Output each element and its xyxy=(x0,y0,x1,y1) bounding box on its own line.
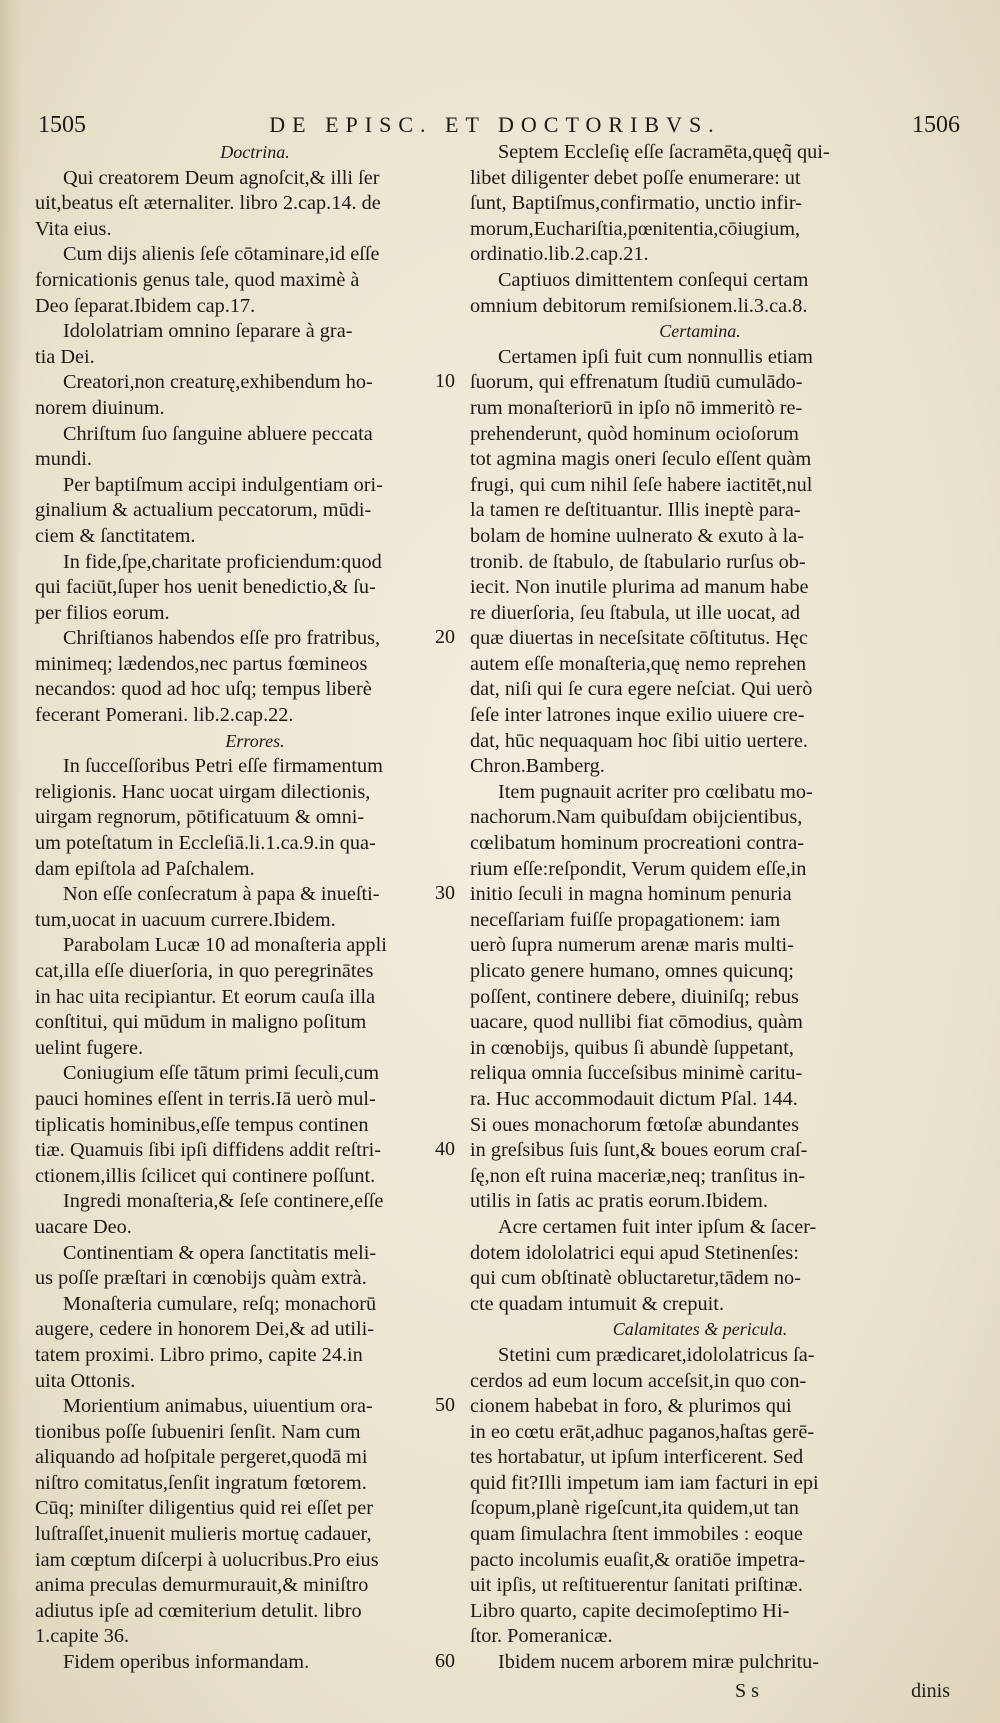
left-column xyxy=(35,140,475,1676)
right-column-text-line: ſunt, Baptiſmus,confirmatio, unctio infir- xyxy=(470,192,802,215)
right-column-text-line: omnium debitorum remiſsionem.li.3.ca.8. xyxy=(470,294,808,317)
right-column-text-line: la tamen re deſtituantur. Illis ineptè para- xyxy=(470,499,801,522)
right-column-text-line: morum,Euchariſtia,pœnitentia,cōiugium, xyxy=(470,217,801,240)
left-column-text-line: Monaſteria cumulare, reſq; monachorū xyxy=(63,1292,377,1315)
right-column-text-line: utilis in ſatis ac pratis eorum.Ibidem. xyxy=(470,1190,768,1213)
running-title: DE EPISC. ET DOCTORIBVS. xyxy=(269,112,721,137)
left-column-text-line: fornicationis genus tale, quod maximè à xyxy=(35,268,360,291)
left-column-text-line: augere, cedere in honorem Dei,& ad utili- xyxy=(35,1318,375,1341)
left-column-text-line: ginalium & actualium peccatorum, mūdi- xyxy=(35,499,372,522)
left-column-text-line: Cūq; miniſter diligentius quid rei eſſet per xyxy=(35,1497,373,1520)
left-column-text-line: in hac uita recipiantur. Et eorum cauſa illa xyxy=(35,985,376,1008)
right-column-text-line: quam ſimulachra ſtent immobiles : eoque xyxy=(470,1523,803,1546)
left-column-text-line: pauci homines eſſent in terris.Iā uerò mul- xyxy=(35,1087,376,1110)
left-column-text-line: aliquando ad hoſpitale pergeret,quodā mi xyxy=(35,1446,368,1469)
left-column-text-line: niſtro comitatus,ſenſit ingratum fœtorem. xyxy=(35,1471,367,1494)
line-number: 20 xyxy=(435,626,455,649)
left-column-text-line: Per baptiſmum accipi indulgentiam ori- xyxy=(63,473,383,496)
right-column-text-line: Ibidem nucem arborem miræ pulchritu- xyxy=(498,1651,820,1674)
right-column-text-line: Septem Eccleſię eſſe ſacramēta,quęq̃ qui- xyxy=(498,141,830,163)
left-column-text-line: religionis. Hanc uocat uirgam dilectionis, xyxy=(35,780,371,803)
left-column-text-line: Morientium animabus, uiuentium ora- xyxy=(63,1395,373,1418)
right-column-text-line: dotem idololatrici equi apud Stetinenſes: xyxy=(470,1241,799,1264)
right-column-text-line: initio ſeculi in magna hominum penuria xyxy=(470,883,792,906)
right-column xyxy=(470,140,930,1676)
left-column-text-line: um poteſtatum in Eccleſiā.li.1.ca.9.in qua- xyxy=(35,832,376,855)
left-column-text-line: In ſucceſſoribus Petri eſſe firmamentum xyxy=(63,755,383,778)
left-column-text-line: tiæ. Quamuis ſibi ipſi diffidens addit reſtri- xyxy=(35,1139,382,1162)
right-column-text-line: prehenderunt, quòd hominum ocioſorum xyxy=(470,422,799,445)
catchword: dinis xyxy=(911,1680,950,1702)
left-column-text-line: Qui creatorem Deum agnoſcit,& illi ſer xyxy=(63,166,380,189)
right-column-text-line: quæ diuertas in neceſsitate cōſtitutus. Hęc xyxy=(470,627,808,650)
left-column-text-line: necandos: quod ad hoc uſq; tempus liberè xyxy=(35,678,372,701)
right-column-text-line: tot agmina magis oneri ſeculo eſſent quàm xyxy=(470,448,812,471)
right-column-text-line: Libro quarto, capite decimoſeptimo Hi- xyxy=(470,1599,790,1622)
line-number: 40 xyxy=(435,1138,455,1161)
right-column-text-line: rum monaſteriorū in ipſo nō immeritò re- xyxy=(470,396,803,419)
left-column-text-line: Cum dijs alienis ſeſe cōtaminare,id eſſe xyxy=(63,243,380,266)
signature-mark: S s xyxy=(735,1680,759,1702)
right-column-text-line: ſuorum, qui effrenatum ſtudiū cumulādo- xyxy=(470,371,803,394)
right-column-text-line: Chron.Bamberg. xyxy=(470,755,605,778)
right-column-text-line: pacto incolumis euaſit,& oratiōe impetra- xyxy=(470,1548,806,1571)
left-column-text-line: tum,uocat in uacuum currere.Ibidem. xyxy=(35,908,336,931)
right-column-section-heading: Certamina. xyxy=(659,321,741,342)
left-column-text-line: norem diuinum. xyxy=(35,396,165,419)
right-column-text-line: qui cum obſtinatè obluctaretur,tādem no- xyxy=(470,1267,801,1290)
right-column-text-line: cœlibatum hominum procreationi contra- xyxy=(470,832,804,855)
left-column-text-line: tiplicatis hominibus,eſſe tempus continen xyxy=(35,1113,369,1136)
right-column-text-line: ſcopum,planè rigeſcunt,ita quidem,ut tan xyxy=(470,1497,799,1520)
left-column-text-line: us poſſe præſtari in cœnobijs quàm extrà. xyxy=(35,1267,367,1290)
right-column-text-line: quid fit?Illi impetum iam iam facturi in epi xyxy=(470,1471,819,1494)
left-column-text-line: Deo ſeparat.Ibidem cap.17. xyxy=(35,294,256,317)
left-column-section-heading: Errores. xyxy=(225,730,285,751)
page-number-right: 1506 xyxy=(912,112,960,138)
left-column-text-line: conſtitui, qui mūdum in maligno poſitum xyxy=(35,1011,367,1034)
right-column-text-line: Stetini cum prædicaret,idololatricus ſa- xyxy=(498,1343,815,1366)
line-number: 60 xyxy=(435,1650,455,1673)
left-column-text-line: tatem proximi. Libro primo, capite 24.in xyxy=(35,1343,363,1366)
left-column-text-line: mundi. xyxy=(35,448,92,471)
right-column-text-line: ſeſe inter latrones inque exilio uiuere cre- xyxy=(470,704,805,727)
right-column-text-line: in greſsibus ſuis ſunt,& boues eorum craſ- xyxy=(470,1139,808,1162)
left-column-text-line: ctionem,illis ſcilicet qui continere poſſunt. xyxy=(35,1164,376,1187)
right-column-text-line: uacare, quod nullibi fiat cōmodius, quàm xyxy=(470,1011,803,1034)
left-column-text-line: qui faciūt,ſuper hos uenit benedictio,& ſu- xyxy=(35,576,376,599)
page-number-left: 1505 xyxy=(38,112,86,138)
gutter-shadow xyxy=(0,0,22,1723)
right-column-text-line: tronib. de ſtabulo, de ſtabulario rurſus ob- xyxy=(470,550,806,573)
left-column-text-line: Coniugium eſſe tātum primi ſeculi,cum xyxy=(63,1062,379,1085)
left-column-text-line: fecerant Pomerani. lib.2.cap.22. xyxy=(35,704,294,727)
left-column-text-line: uacare Deo. xyxy=(35,1215,132,1238)
page-header xyxy=(30,112,960,142)
left-column-text-line: tionibus poſſe ſubueniri ſenſit. Nam cum xyxy=(35,1420,361,1443)
right-column-text-line: Captiuos dimittentem conſequi certam xyxy=(498,268,809,291)
right-column-text-line: uit ipſis, ut reſtituerentur ſanitati priſtinæ. xyxy=(470,1574,803,1597)
left-column-text-line: uirgam regnorum, pōtificatuum & omni- xyxy=(35,806,365,829)
right-column-text-line: re diuerſoria, ſeu ſtabula, ut ille uocat, ad xyxy=(470,601,801,624)
left-column-text-line: adiutus ipſe ad cœmiterium detulit. libro xyxy=(35,1599,362,1622)
left-column-text-line: Idololatriam omnino ſeparare à gra- xyxy=(63,320,353,343)
right-column-text-line: frugi, qui cum nihil ſeſe habere iactitēt,nul xyxy=(470,473,813,496)
line-number: 30 xyxy=(435,882,455,905)
left-column-text-line: tia Dei. xyxy=(35,345,95,368)
left-column-text-line: Creatori,non creaturę,exhibendum ho- xyxy=(63,371,373,394)
left-column-text-line: dam epiſtola ad Paſchalem. xyxy=(35,857,255,880)
right-column-text-line: cerdos ad eum locum acceſsit,in quo con- xyxy=(470,1369,807,1392)
left-column-text-line: In fide,ſpe,charitate proficiendum:quod xyxy=(63,550,382,573)
right-column-text-line: rium eſſe:reſpondit, Verum quidem eſſe,in xyxy=(470,857,807,880)
right-column-section-heading: Calamitates & pericula. xyxy=(612,1319,788,1340)
right-column-text-line: autem eſſe monaſteria,quę nemo reprehen xyxy=(470,652,807,675)
right-column-text-line: in eo cœtu erāt,adhuc paganos,haſtas gerē- xyxy=(470,1420,815,1443)
left-column-text-line: uelint fugere. xyxy=(35,1036,144,1059)
left-column-text-line: 1.capite 36. xyxy=(35,1625,130,1648)
left-column-text-line: Ingredi monaſteria,& ſeſe continere,eſſe xyxy=(63,1190,384,1213)
left-column-text-line: iam cœptum diſcerpi à uolucribus.Pro eius xyxy=(35,1548,379,1571)
right-column-text-line: in cœnobijs, quibus ſi abundè ſuppetant, xyxy=(470,1036,794,1059)
right-column-text-line: bolam de homine uulnerato & exuto à la- xyxy=(470,524,804,547)
right-column-text-line: tes hortabatur, ut ipſum interficerent. Sed xyxy=(470,1446,804,1469)
right-column-text-line: uerò ſupra numerum arenæ maris multi- xyxy=(470,934,794,957)
left-column-text-line: per filios eorum. xyxy=(35,601,170,624)
right-column-text-line: ordinatio.lib.2.cap.21. xyxy=(470,243,649,266)
right-column-text-line: dat, hūc nequaquam hoc ſibi uitio uertere. xyxy=(470,729,808,752)
right-column-text-line: plicato genere humano, omnes quicunq; xyxy=(470,960,794,982)
right-column-text-line: ſtor. Pomeranicæ. xyxy=(470,1625,613,1648)
left-column-text-line: anima preculas demurmurauit,& miniſtro xyxy=(35,1574,369,1597)
right-column-text-line: poſſent, continere debere, diuiniſq; rebus xyxy=(470,985,799,1008)
right-column-text-line: Item pugnauit acriter pro cœlibatu mo- xyxy=(498,780,813,803)
left-column-text-line: Fidem operibus informandam. xyxy=(63,1651,310,1674)
right-column-text-line: nachorum.Nam quibuſdam obijcientibus, xyxy=(470,806,803,829)
right-column-text-line: Certamen ipſi fuit cum nonnullis etiam xyxy=(498,345,813,368)
left-column-text-line: Chriſtum ſuo ſanguine abluere peccata xyxy=(63,422,373,445)
left-column-text-line: Continentiam & opera ſanctitatis meli- xyxy=(63,1241,377,1264)
right-column-text-line: neceſſariam fuiſſe propagationem: iam xyxy=(470,908,781,931)
left-column-text-line: Chriſtianos habendos eſſe pro fratribus, xyxy=(63,627,381,650)
right-column-text-line: ra. Huc accommodauit dictum Pſal. 144. xyxy=(470,1087,798,1110)
right-column-text-line: cionem habebat in foro, & plurimos qui xyxy=(470,1395,792,1418)
right-column-text-line: ſę,non eſt ruina maceriæ,neq; tranſitus in- xyxy=(470,1164,806,1187)
right-column-text-line: Si oues monachorum fœtoſæ abundantes xyxy=(470,1113,799,1136)
left-column-text-line: Non eſſe conſecratum à papa & inueſti- xyxy=(63,883,380,906)
right-column-text-line: Acre certamen fuit inter ipſum & ſacer- xyxy=(498,1215,817,1238)
left-column-text-line: ciem & ſanctitatem. xyxy=(35,524,196,547)
left-column-text-line: Vita eius. xyxy=(35,217,112,240)
left-column-text-line: minimeq; lædendos,nec partus fœmineos xyxy=(35,652,368,675)
left-column-text-line: uit,beatus eſt æternaliter. libro 2.cap.14. de xyxy=(35,192,381,215)
line-number: 50 xyxy=(435,1394,455,1417)
left-column-text-line: luſtraſſet,inuenit mulieris mortuę cadauer, xyxy=(35,1523,372,1546)
line-number: 10 xyxy=(435,370,455,393)
right-column-text-line: iecit. Non inutile plurima ad manum habe xyxy=(470,576,809,599)
right-column-text-line: reliqua omnia ſucceſsibus minimè caritu- xyxy=(470,1062,803,1085)
left-column-section-heading: Doctrina. xyxy=(220,142,290,162)
left-column-text-line: uita Ottonis. xyxy=(35,1369,136,1392)
left-column-text-line: cat,illa eſſe diuerſoria, in quo peregrinātes xyxy=(35,960,374,982)
right-column-text-line: libet diligenter debet poſſe enumerare: ut xyxy=(470,166,801,189)
left-column-text-line: Parabolam Lucæ 10 ad monaſteria appli xyxy=(63,934,387,957)
right-column-text-line: cte quadam intumuit & crepuit. xyxy=(470,1292,725,1315)
right-column-text-line: dat, niſi qui ſe cura egere neſciat. Qui uerò xyxy=(470,678,813,701)
